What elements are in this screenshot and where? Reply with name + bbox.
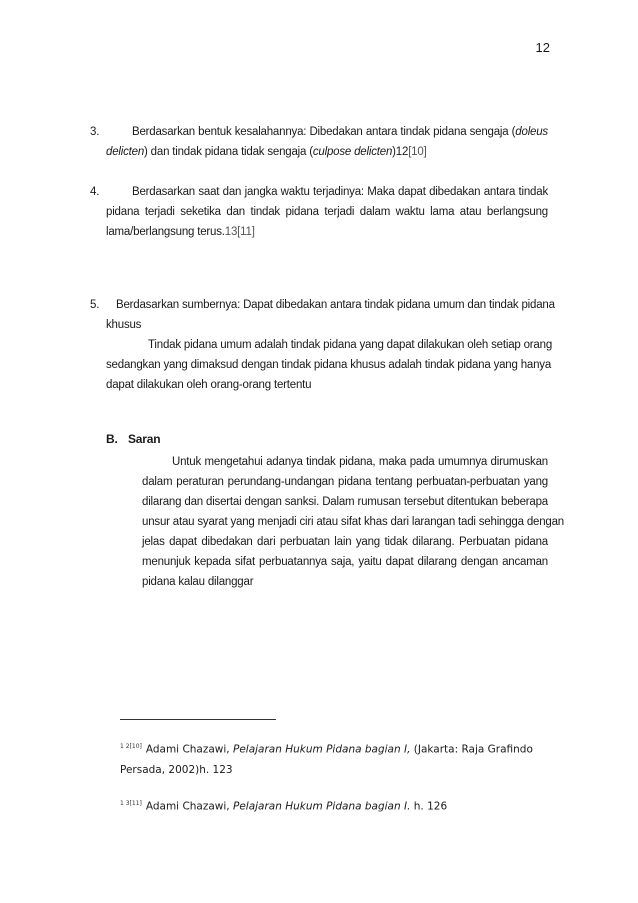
saran-line-4: unsur atau syarat yang menjadi ciri atau sifat khas dari larangan tadi sehingga dengan [142, 516, 564, 528]
footnote-2: $^{1 3[11]}$ Adami Chazawi, Pelajaran Hukum Pidana bagian I. h. 126 [120, 799, 448, 812]
footnotes [120, 737, 550, 830]
item-3-line-2: delicten) dan tindak pidana tidak sengaja (culpose delicten)12[10] [106, 146, 427, 158]
item-5-line-4: sedangkan yang dimaksud dengan tindak pidana khusus adalah tindak pidana yang hanya [106, 359, 552, 371]
list-item-4 [90, 186, 548, 238]
list-item-5 [90, 299, 555, 391]
list-number: 5. [90, 299, 100, 311]
saran-line-3: dilarang dan disertai dengan sanksi. Dalam rumusan tersebut ditentukan beberapa [142, 496, 548, 508]
list-number: 4. [90, 186, 100, 198]
list-number: 3. [90, 126, 100, 138]
item-3-line-1: Berdasarkan bentuk kesalahannya: Dibedakan antara tindak pidana sengaja (doleus [132, 126, 548, 138]
item-4-line-2: pidana terjadi seketika dan tindak pidana terjadi dalam waktu lama atau berlangsung [106, 206, 548, 218]
saran-line-2: dalam peraturan perundang-undangan pidana tentang perbuatan-perbuatan yang [142, 476, 548, 488]
list-item-3 [90, 126, 548, 158]
item-5-line-3: Tindak pidana umum adalah tindak pidana yang dapat dilakukan oleh setiap orang [148, 339, 553, 351]
section-heading [106, 432, 548, 446]
saran-line-6: menunjuk kepada sifat perbuatannya saja, yaitu dapat dilarang dengan ancaman [142, 556, 548, 568]
footnote-ref[interactable]: [10] [408, 146, 427, 158]
item-5-line-5: dapat dilakukan oleh orang-orang tertentu [106, 379, 312, 391]
footnote-mark: 1 3[11] [120, 799, 142, 807]
item-4-line-1: Berdasarkan saat dan jangka waktu terjadinya: Maka dapat dibedakan antara tindak [132, 186, 548, 198]
footnote-divider [120, 719, 276, 720]
page-number: 12 [535, 40, 550, 55]
item-5-line-1: Berdasarkan sumbernya: Dapat dibedakan antara tindak pidana umum dan tindak pidana [116, 299, 555, 311]
item-4-line-3: lama/berlangsung terus.13[11] [106, 226, 255, 238]
section-letter: B. [106, 432, 118, 446]
footnote-1: $^{1 2[10]}$ Adami Chazawi, Pelajaran Hukum Pidana bagian I, (Jakarta: Raja Grafindo Persada, 2002)h. 123 [120, 743, 533, 776]
section-title: Saran [128, 432, 161, 446]
saran-line-7: pidana kalau dilanggar [142, 576, 254, 588]
saran-line-1: Untuk mengetahui adanya tindak pidana, maka pada umumnya dirumuskan [172, 456, 548, 468]
saran-section [106, 432, 564, 596]
footnote-ref[interactable]: 13[11] [224, 226, 255, 238]
saran-paragraph [106, 456, 564, 588]
saran-line-5: jelas dapat dibedakan dari perbuatan lain yang tidak dilarang. Perbuatan pidana [142, 536, 548, 548]
item-5-line-2: khusus [106, 319, 142, 331]
footnote-mark: 1 2[10] [120, 743, 142, 750]
